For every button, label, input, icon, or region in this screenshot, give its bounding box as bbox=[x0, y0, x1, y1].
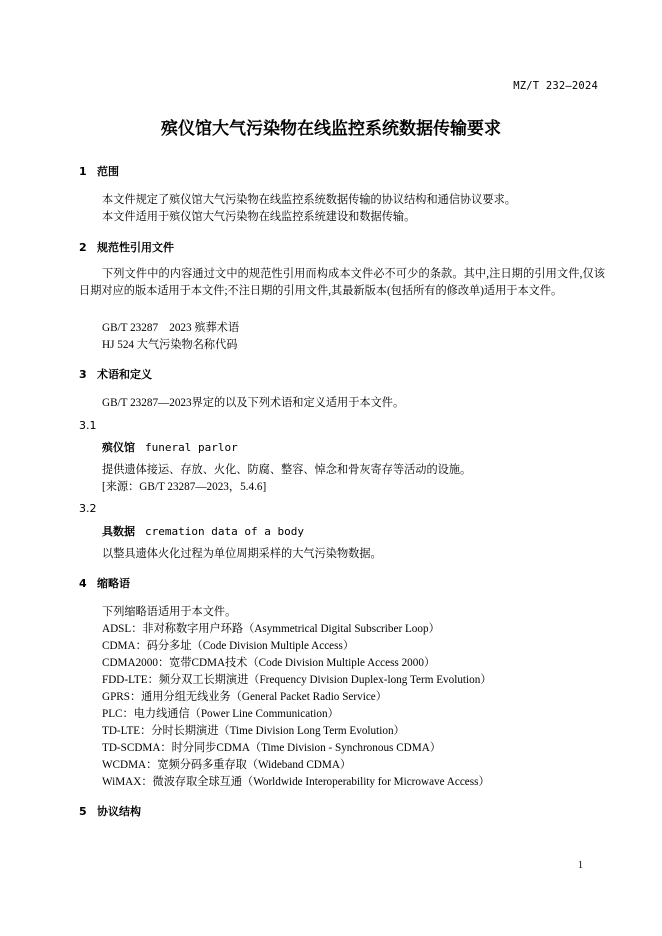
section-title: 术语和定义 bbox=[97, 368, 152, 381]
abbreviation-item: TD-SCDMA：时分同步CDMA（Time Division - Synchronous CDMA） bbox=[102, 742, 441, 754]
term-english: funeral parlor bbox=[145, 441, 238, 454]
abbreviation-item: CDMA：码分多址（Code Division Multiple Access） bbox=[102, 640, 355, 652]
section-number: 2 bbox=[79, 241, 87, 254]
section-3-heading bbox=[79, 366, 152, 382]
term-definition: 以整具遗体火化过程为单位周期采样的大气污染物数据。 bbox=[102, 548, 382, 560]
abbreviation-item: GPRS：通用分组无线业务（General Packet Radio Service） bbox=[102, 691, 387, 703]
section-number: 4 bbox=[79, 577, 87, 590]
abbreviation-item: CDMA2000：宽带CDMA技术（Code Division Multiple Access 2000） bbox=[102, 657, 436, 669]
section-4-heading bbox=[79, 575, 130, 591]
section-5-heading bbox=[79, 803, 141, 819]
section-number: 1 bbox=[79, 165, 87, 178]
section-title: 范围 bbox=[97, 165, 119, 178]
term-chinese: 具数据 bbox=[102, 525, 135, 538]
reference-item: GB/T 23287 2023 殡葬术语 bbox=[102, 322, 240, 334]
abbreviation-item: PLC：电力线通信（Power Line Communication） bbox=[102, 708, 339, 720]
document-number: MZ/T 232—2024 bbox=[513, 80, 598, 92]
document-title: 殡仪馆大气污染物在线监控系统数据传输要求 bbox=[161, 119, 501, 139]
paragraph: 下列文件中的内容通过文中的规范性引用而构成本文件必不可少的条款。其中,注日期的引用文件,仅该日期对应的版本适用于本文件;不注日期的引用文件,其最新版本(包括所有的修改单)适用于本文件。 bbox=[79, 268, 605, 297]
term-english: cremation data of a body bbox=[145, 525, 304, 538]
paragraph: 本文件适用于殡仪馆大气污染物在线监控系统建设和数据传输。 bbox=[102, 211, 416, 223]
section-number: 5 bbox=[79, 805, 87, 818]
term-definition: 提供遗体接运、存放、火化、防腐、整容、悼念和骨灰寄存等活动的设施。 bbox=[102, 464, 472, 476]
paragraph: 下列缩略语适用于本文件。 bbox=[102, 606, 237, 618]
abbreviation-item: TD-LTE：分时长期演进（Time Division Long Term Evolution） bbox=[102, 725, 405, 737]
abbreviation-item: WCDMA：宽频分码多重存取（Wideband CDMA） bbox=[102, 759, 352, 771]
abbreviation-item: ADSL：非对称数字用户环路（Asymmetrical Digital Subscriber Loop） bbox=[102, 623, 440, 635]
section-number: 3 bbox=[79, 368, 87, 381]
reference-item: HJ 524 大气污染物名称代码 bbox=[102, 339, 238, 351]
section-2-heading bbox=[79, 239, 174, 255]
section-title: 规范性引用文件 bbox=[97, 241, 174, 254]
page-number: 1 bbox=[578, 860, 583, 871]
term-source: [来源：GB/T 23287—2023，5.4.6] bbox=[102, 481, 267, 493]
paragraph: GB/T 23287—2023界定的以及下列术语和定义适用于本文件。 bbox=[102, 397, 405, 409]
term-number: 3.2 bbox=[79, 502, 97, 515]
section-title: 协议结构 bbox=[97, 805, 141, 818]
term-entry bbox=[102, 523, 304, 539]
abbreviation-item: FDD-LTE：频分双工长期演进（Frequency Division Duplex-long Term Evolution） bbox=[102, 674, 492, 686]
term-chinese: 殡仪馆 bbox=[102, 441, 135, 454]
term-entry bbox=[102, 439, 238, 455]
term-number: 3.1 bbox=[79, 419, 97, 432]
abbreviation-item: WiMAX：微波存取全球互通（Worldwide Interoperability for Microwave Access） bbox=[102, 776, 490, 788]
paragraph: 本文件规定了殡仪馆大气污染物在线监控系统数据传输的协议结构和通信协议要求。 bbox=[102, 194, 516, 206]
section-1-heading bbox=[79, 163, 119, 179]
section-title: 缩略语 bbox=[97, 577, 130, 590]
